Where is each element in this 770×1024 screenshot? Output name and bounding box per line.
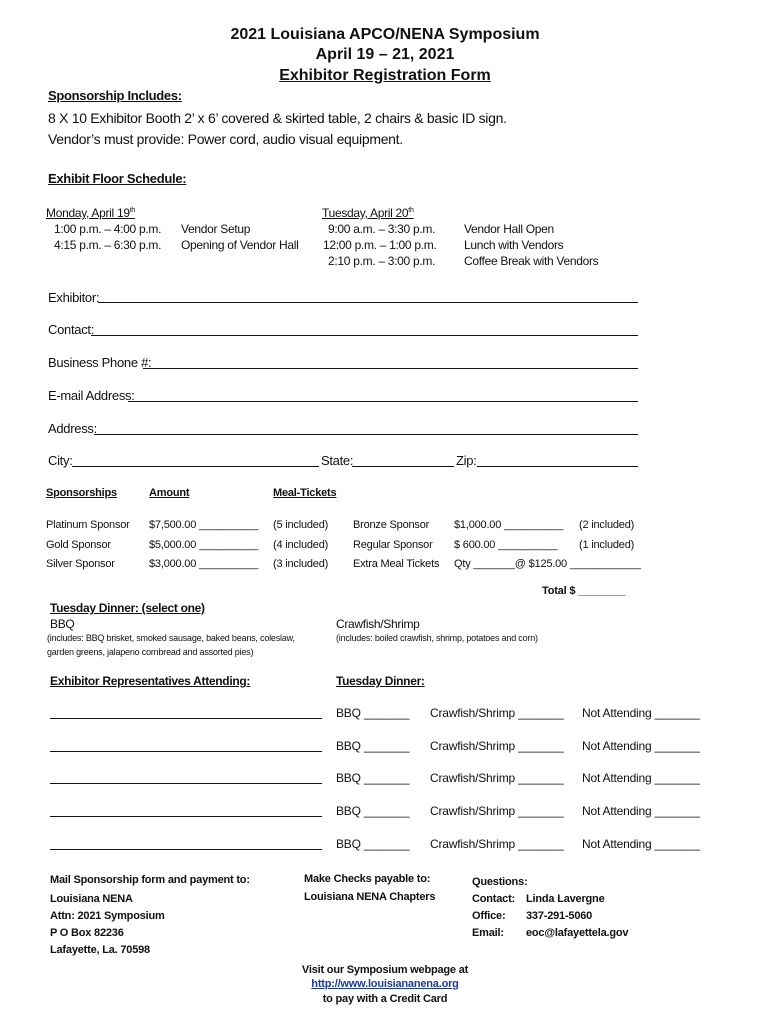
form-title: Exhibitor Registration Form	[279, 67, 491, 84]
mail-line: P O Box 82236	[50, 927, 124, 939]
amount-header: Amount	[149, 487, 190, 499]
email-label-footer: Email:	[472, 927, 504, 939]
bbq-option[interactable]: BBQ _______	[336, 771, 410, 785]
email-label: E-mail Address:	[48, 388, 135, 403]
schedule-heading: Exhibit Floor Schedule:	[48, 171, 187, 186]
sponsor-amount[interactable]: $1,000.00 __________	[454, 519, 564, 531]
email-value[interactable]: eoc@lafayettela.gov	[526, 927, 629, 939]
sponsor-meal: (1 included)	[579, 539, 635, 551]
state-label: State:	[321, 453, 354, 468]
sponsor-amount[interactable]: $3,000.00 __________	[149, 558, 259, 570]
contact-label: Contact:	[48, 322, 95, 337]
tuesday-time-2: 12:00 p.m. – 1:00 p.m.	[323, 238, 437, 252]
tuesday-event-1: Vendor Hall Open	[464, 222, 554, 236]
extra-meal-qty[interactable]: Qty _______@ $125.00 ____________	[454, 558, 641, 570]
not-attending-option[interactable]: Not Attending _______	[582, 771, 700, 785]
state-field[interactable]	[352, 466, 454, 467]
representatives-heading: Exhibitor Representatives Attending:	[50, 674, 251, 688]
mail-line: Lafayette, La. 70598	[50, 944, 150, 956]
questions-heading: Questions:	[472, 876, 528, 888]
total-field[interactable]: Total $ ________	[542, 585, 626, 597]
crawfish-option[interactable]: Crawfish/Shrimp _______	[430, 706, 564, 720]
tuesday-dinner-heading: Tuesday Dinner:	[336, 674, 425, 688]
representative-name-field[interactable]	[50, 751, 322, 752]
sponsor-meal: (3 included)	[273, 558, 329, 570]
bbq-option[interactable]: BBQ _______	[336, 706, 410, 720]
bbq-description-1: (includes: BBQ brisket, smoked sausage, baked beans, coleslaw,	[47, 633, 295, 643]
sponsor-name: Silver Sponsor	[46, 558, 115, 570]
sponsor-name: Regular Sponsor	[353, 539, 433, 551]
checks-payee: Louisiana NENA Chapters	[304, 891, 436, 903]
city-field[interactable]	[72, 466, 319, 467]
crawfish-description: (includes: boiled crawfish, shrimp, potatoes and corn)	[336, 633, 538, 643]
monday-time-2: 4:15 p.m. – 6:30 p.m.	[54, 238, 162, 252]
dinner-heading: Tuesday Dinner: (select one)	[50, 601, 205, 615]
monday-event-1: Vendor Setup	[181, 222, 251, 236]
bbq-option[interactable]: BBQ _______	[336, 804, 410, 818]
sponsor-name: Bronze Sponsor	[353, 519, 430, 531]
not-attending-option[interactable]: Not Attending _______	[582, 739, 700, 753]
crawfish-option[interactable]: Crawfish/Shrimp _______	[430, 804, 564, 818]
office-phone: 337-291-5060	[526, 910, 593, 922]
tuesday-day: Tuesday, April 20th	[322, 206, 414, 220]
office-label: Office:	[472, 910, 506, 922]
form-title-line1: 2021 Louisiana APCO/NENA Symposium	[230, 26, 540, 43]
address-label: Address:	[48, 421, 97, 436]
mail-line: Louisiana NENA	[50, 893, 133, 905]
tuesday-event-2: Lunch with Vendors	[464, 238, 564, 252]
sponsor-name: Gold Sponsor	[46, 539, 111, 551]
credit-card-line: to pay with a Credit Card	[322, 993, 448, 1005]
mail-heading: Mail Sponsorship form and payment to:	[50, 874, 250, 886]
sponsor-meal: (5 included)	[273, 519, 329, 531]
monday-day: Monday, April 19th	[46, 206, 135, 220]
not-attending-option[interactable]: Not Attending _______	[582, 837, 700, 851]
crawfish-option[interactable]: Crawfish/Shrimp _______	[430, 771, 564, 785]
visit-line: Visit our Symposium webpage at	[301, 964, 469, 976]
representative-name-field[interactable]	[50, 718, 322, 719]
sponsor-name: Extra Meal Tickets	[353, 558, 440, 570]
city-label: City:	[48, 453, 73, 468]
sponsor-amount[interactable]: $7,500.00 __________	[149, 519, 259, 531]
email-field[interactable]	[128, 401, 638, 402]
not-attending-option[interactable]: Not Attending _______	[582, 804, 700, 818]
symposium-link[interactable]: http://www.louisiananena.org	[311, 978, 459, 990]
mail-line: Attn: 2021 Symposium	[50, 910, 165, 922]
sponsor-name: Platinum Sponsor	[46, 519, 130, 531]
monday-time-1: 1:00 p.m. – 4:00 p.m.	[54, 222, 162, 236]
representative-name-field[interactable]	[50, 849, 322, 850]
sponsorships-header: Sponsorships	[46, 487, 117, 499]
meal-tickets-header: Meal-Tickets	[273, 487, 337, 499]
exhibitor-field[interactable]	[98, 302, 638, 303]
bbq-option[interactable]: BBQ _______	[336, 837, 410, 851]
sponsor-meal: (2 included)	[579, 519, 635, 531]
form-dates: April 19 – 21, 2021	[315, 46, 455, 63]
contact-label-footer: Contact:	[472, 893, 516, 905]
business-phone-label: Business Phone #:	[48, 355, 152, 370]
sponsor-amount[interactable]: $5,000.00 __________	[149, 539, 259, 551]
representative-name-field[interactable]	[50, 816, 322, 817]
tuesday-time-1: 9:00 a.m. – 3:30 p.m.	[328, 222, 436, 236]
symposium-link-wrap	[0, 978, 770, 990]
monday-event-2: Opening of Vendor Hall	[181, 238, 299, 252]
crawfish-option[interactable]: Crawfish/Shrimp _______	[430, 739, 564, 753]
zip-label: Zip:	[456, 453, 477, 468]
bbq-option[interactable]: BBQ _______	[336, 739, 410, 753]
tuesday-event-3: Coffee Break with Vendors	[464, 254, 599, 268]
sponsor-amount[interactable]: $ 600.00 __________	[454, 539, 558, 551]
sponsorship-includes-line1: 8 X 10 Exhibitor Booth 2’ x 6’ covered & skirted table, 2 chairs & basic ID sign.	[48, 110, 507, 126]
dinner-crawfish: Crawfish/Shrimp	[336, 617, 420, 631]
crawfish-option[interactable]: Crawfish/Shrimp _______	[430, 837, 564, 851]
zip-field[interactable]	[477, 466, 638, 467]
contact-value: Linda Lavergne	[526, 893, 605, 905]
representative-name-field[interactable]	[50, 783, 322, 784]
checks-heading: Make Checks payable to:	[304, 873, 431, 885]
dinner-bbq: BBQ	[50, 617, 75, 631]
bbq-description-2: garden greens, jalapeno cornbread and assorted pies)	[47, 647, 254, 657]
sponsor-meal: (4 included)	[273, 539, 329, 551]
sponsorship-includes-heading: Sponsorship Includes:	[48, 88, 182, 103]
tuesday-time-3: 2:10 p.m. – 3:00 p.m.	[328, 254, 436, 268]
contact-field[interactable]	[91, 335, 638, 336]
exhibitor-label: Exhibitor:	[48, 290, 100, 305]
address-field[interactable]	[94, 434, 638, 435]
business-phone-field[interactable]	[143, 368, 638, 369]
not-attending-option[interactable]: Not Attending _______	[582, 706, 700, 720]
sponsorship-includes-line2: Vendor’s must provide: Power cord, audio visual equipment.	[48, 131, 403, 147]
